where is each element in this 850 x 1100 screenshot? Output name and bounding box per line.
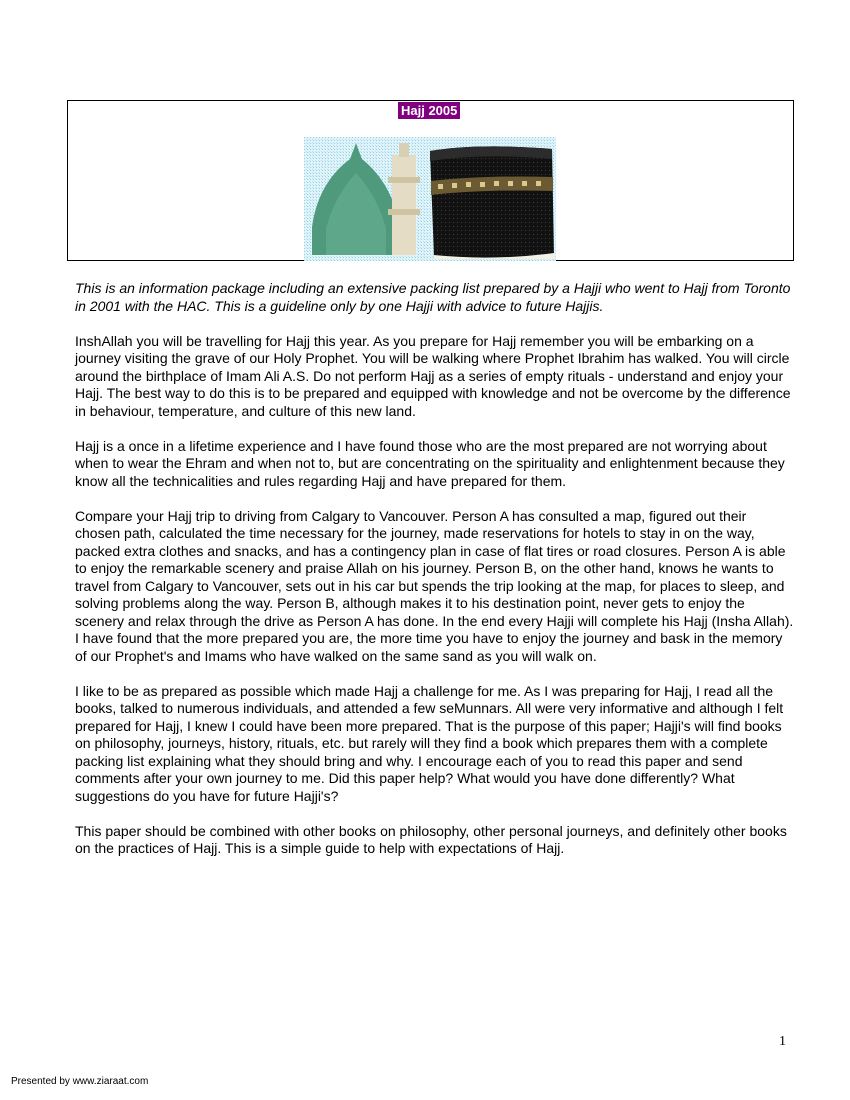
intro-paragraph: This is an information package including an extensive packing list prepared by a Hajji who went to Hajj from Toronto in 2001 with the HAC. This is a guideline only by one Hajji with advice to future Hajjis. [75, 280, 791, 314]
kaaba-dome-image [304, 137, 556, 261]
paragraph: Hajj is a once in a lifetime experience and I have found those who are the most prepared are not worrying about when to wear the Ehram and when not to, but are concentrating on the spirituality and enlightenment because they know all the technicalities and rules regarding Hajj and have prepared for them. [75, 437, 785, 489]
title-banner [67, 100, 794, 261]
body-text [75, 280, 795, 875]
footer-credit: Presented by www.ziaraat.com [11, 1076, 149, 1087]
paragraph: Compare your Hajj trip to driving from Calgary to Vancouver. Person A has consulted a map, figured out their chosen path, calculated the time necessary for the journey, made reservations for hotels to stay in on the way, packed extra clothes and snacks, and has a contingency plan in case of flat tires or road closures. Person A is able to enjoy the remarkable scenery and praise Allah on his journey. Person B, on the other hand, knows he wants to travel from Calgary to Vancouver, sets out in his car but spends the trip looking at the map, for places to sleep, and solving problems along the way. Person B, although makes it to his destination point, never gets to enjoy the scenery and relax through the drive as Person A has done. In the end every Hajji will complete his Hajj (Insha Allah). I have found that the more prepared you are, the more time you have to enjoy the journey and bask in the memory of our Prophet's and Imams who have walked on the same sand as you will walk on. [75, 507, 794, 664]
banner-title: Hajj 2005 [398, 102, 460, 119]
paragraph: InshAllah you will be travelling for Hajj this year. As you prepare for Hajj remember you will be embarking on a journey visiting the grave of our Holy Prophet. You will be walking where Prophet Ibrahim has walked. You will circle around the birthplace of Imam Ali A.S. Do not perform Hajj as a series of empty rituals - understand and enjoy your Hajj. The best way to do this is to be prepared and equipped with knowledge and not be overcome by the difference in behaviour, temperature, and culture of this new land. [75, 332, 791, 419]
paragraph: I like to be as prepared as possible which made Hajj a challenge for me. As I was preparing for Hajj, I read all the books, talked to numerous individuals, and attended a few seMunnars. All were very informative and although I felt prepared for Hajj, I knew I could have been more prepared. That is the purpose of this paper; Hajji's will find books on philosophy, journeys, history, rituals, etc. but rarely will they find a book which prepares them with a complete packing list explaining what they should bring and why. I encourage each of you to read this paper and send comments after your own journey to me. Did this paper help? What would you have done differently? What suggestions do you have for future Hajji's? [75, 682, 784, 804]
page-number: 1 [779, 1034, 786, 1049]
paragraph: This paper should be combined with other books on philosophy, other personal journeys, and definitely other books on the practices of Hajj. This is a simple guide to help with expectations of Hajj. [75, 822, 787, 856]
